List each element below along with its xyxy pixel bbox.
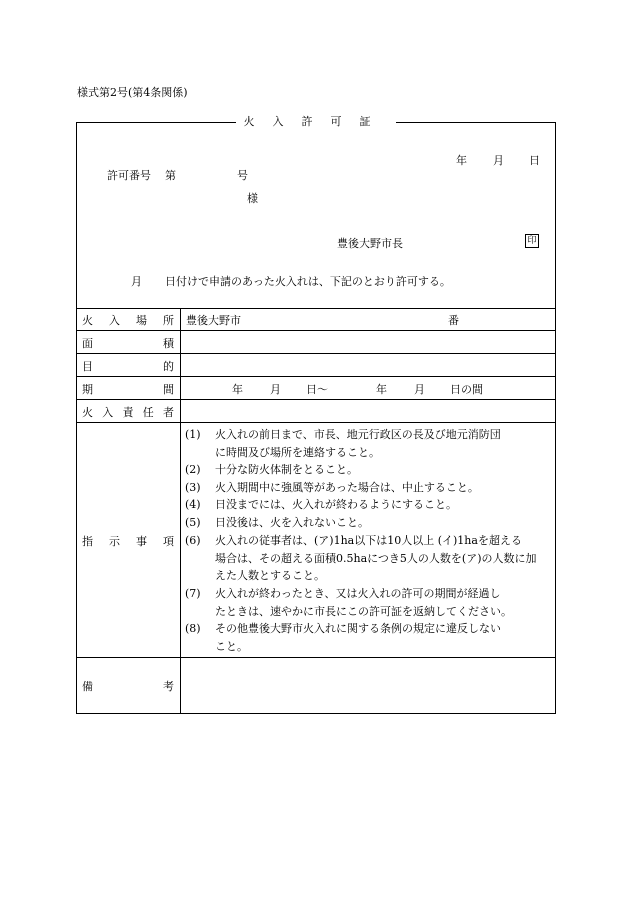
- period-start-day: 日〜: [306, 383, 328, 396]
- row-line: [76, 422, 556, 423]
- purpose-label: 目 的: [82, 360, 174, 373]
- permit-form: [76, 115, 556, 714]
- instruction-item: (3) 火入期間中に強風等があった場合は、中止すること。: [185, 481, 479, 494]
- permit-number-dai: 第: [165, 169, 176, 182]
- instruction-item: (4) 日没までには、火入れが終わるようにすること。: [185, 498, 457, 511]
- permit-number-go: 号: [237, 169, 248, 182]
- seal-mark: 印: [525, 234, 539, 248]
- row-line: [76, 399, 556, 400]
- instruction-item: (6) 火入れの従事者は、(ア)1ha以下は10人以上 (イ)1haを超える 場合は、その超える面積0.5haにつき5人の人数を(ア)の人数に加 えた人数とすること。: [185, 534, 537, 583]
- period-start-month: 月: [270, 383, 281, 396]
- location-city: 豊後大野市: [186, 314, 241, 327]
- instruction-item: (5) 日没後は、火を入れないこと。: [185, 516, 369, 529]
- location-label: 火 入 場 所: [82, 314, 174, 327]
- row-line: [76, 330, 556, 331]
- period-label: 期 間: [82, 383, 174, 396]
- area-label: 面 積: [82, 337, 174, 350]
- period-start-year: 年: [232, 383, 243, 396]
- recipient-suffix: 様: [247, 192, 258, 205]
- instruction-item: (2) 十分な防火体制をとること。: [185, 463, 358, 476]
- date-day: 日: [529, 154, 540, 167]
- column-divider: [180, 308, 181, 714]
- instruction-item: (1) 火入れの前日まで、市長、地元行政区の長及び地元消防団 に時間及び場所を連絡すること。: [185, 428, 501, 459]
- location-ban: 番: [448, 314, 459, 327]
- statement-text: 日付けで申請のあった火入れは、下記のとおり許可する。: [165, 275, 451, 288]
- border-right: [555, 122, 556, 714]
- period-end-year: 年: [376, 383, 387, 396]
- row-line: [76, 376, 556, 377]
- responsible-label: 火 入 責 任 者: [82, 406, 174, 419]
- instruction-item: (8) その他豊後大野市火入れに関する条例の規定に違反しない こと。: [185, 622, 501, 653]
- form-reference: 様式第2号(第4条関係): [77, 86, 188, 99]
- row-line: [76, 657, 556, 658]
- period-end-month: 月: [414, 383, 425, 396]
- statement-month: 月: [131, 275, 142, 288]
- period-end-day: 日の間: [450, 383, 483, 396]
- date-year: 年: [456, 154, 467, 167]
- border-bottom: [76, 713, 556, 714]
- instructions-label: 指 示 事 項: [82, 535, 174, 548]
- permit-number-label: 許可番号: [107, 169, 151, 182]
- row-line: [76, 308, 556, 309]
- date-month: 月: [493, 154, 504, 167]
- form-title: 火入許可証: [236, 115, 396, 129]
- row-line: [76, 353, 556, 354]
- issuer-name: 豊後大野市長: [337, 237, 403, 250]
- remarks-label: 備 考: [82, 680, 174, 693]
- instruction-item: (7) 火入れが終わったとき、又は火入れの許可の期間が経過し たときは、速やかに市長にこの許可証を返納してください。: [185, 587, 512, 618]
